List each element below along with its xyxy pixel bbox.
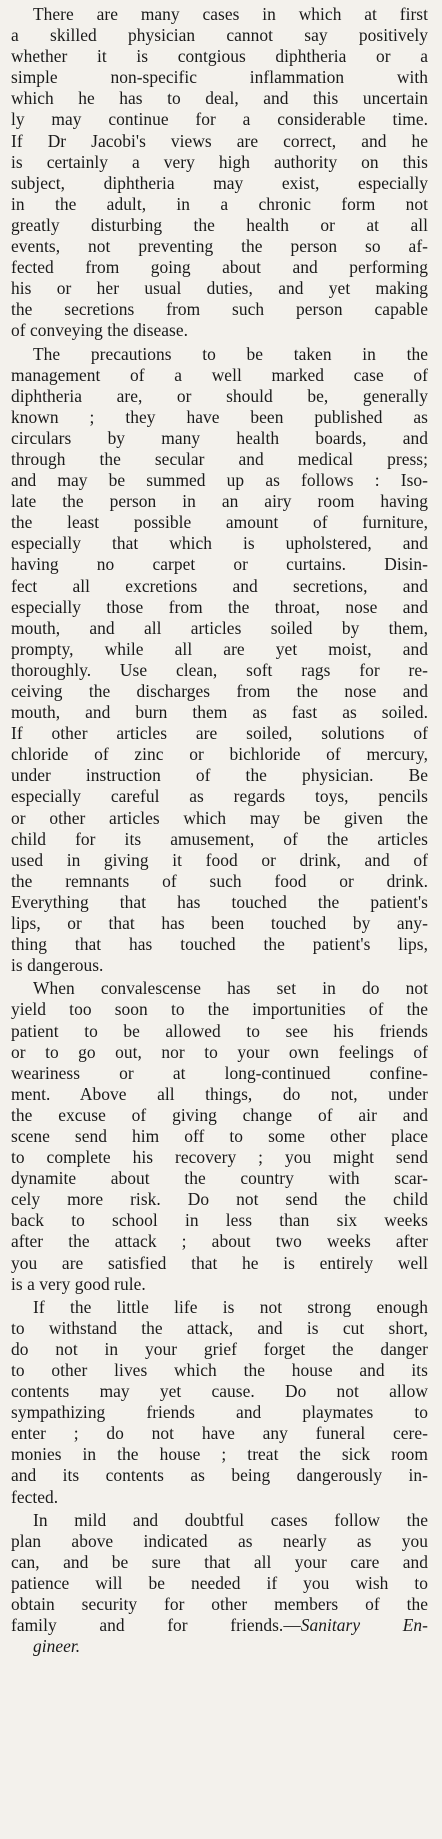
text-line: in the adult, in a chronic form not — [11, 193, 428, 214]
text-line: diphtheria are, or should be, generally — [11, 385, 428, 406]
text-line: fected. — [11, 1486, 59, 1507]
text-line: When convalescense has set in do not — [33, 978, 428, 999]
text-line: ceiving the discharges from the nose and — [11, 681, 428, 701]
text-line: which he has to deal, and this uncertain — [11, 88, 428, 109]
text-line: lips, or that has been touched by any- — [11, 913, 428, 934]
text-line: whether it is contgious diphtheria or a — [11, 46, 428, 67]
article-body — [11, 4, 428, 1657]
paragraph — [11, 344, 428, 977]
text-line: ment. Above all things, do not, under — [11, 1083, 428, 1104]
text-line: or other articles which may be given the — [11, 807, 428, 828]
text-line: can, and be sure that all your care and — [11, 1551, 428, 1572]
text-line: is certainly a very high authority on this — [11, 151, 428, 172]
text-line: thing that has touched the patient's lips, — [11, 934, 428, 955]
text-line: to withstand the attack, and is cut short, — [11, 1317, 428, 1338]
text-line: events, not preventing the person so af- — [11, 236, 428, 257]
text-line: having no carpet or curtains. Disin- — [11, 554, 428, 575]
text-line: and its contents as being dangerously in- — [11, 1465, 428, 1486]
text-line: known ; they have been published as — [11, 406, 428, 427]
text-line: is dangerous. — [11, 955, 104, 976]
text-line: under instruction of the physician. Be — [11, 765, 428, 786]
text-line: the secretions from such person capable — [11, 299, 428, 320]
text-line: There are many cases in which at first — [33, 4, 428, 24]
text-line: dynamite about the country with scar- — [11, 1168, 428, 1189]
text-line: If Dr Jacobi's views are correct, and he — [11, 130, 428, 151]
text-line: contents may yet cause. Do not allow — [11, 1381, 428, 1402]
text-line: especially careful as regards toys, pencils — [11, 786, 428, 807]
text-line: chloride of zinc or bichloride of mercury, — [11, 744, 428, 765]
text-line: weariness or at long-continued confine- — [11, 1062, 428, 1083]
text-line: plan above indicated as nearly as you — [11, 1530, 428, 1551]
text-line: In mild and doubtful cases follow the — [33, 1509, 428, 1530]
text-line: Everything that has touched the patient's — [11, 891, 428, 912]
text-line: prompty, while all are yet moist, and — [11, 638, 428, 659]
text-line: especially those from the throat, nose and — [11, 596, 428, 617]
paragraph — [11, 978, 428, 1294]
text-line: late the person in an airy room having — [11, 491, 428, 512]
paragraph — [11, 1297, 428, 1508]
text-line: cely more risk. Do not send the child — [11, 1189, 428, 1210]
text-line: fected from going about and performing — [11, 257, 428, 278]
text-line: If the little life is not strong enough — [33, 1296, 428, 1317]
text-line: after the attack ; about two weeks after — [11, 1231, 428, 1252]
text-line: patient to be allowed to see his friends — [11, 1020, 428, 1041]
text-line: the least possible amount of furniture, — [11, 512, 428, 533]
signature: Sanitary En- — [300, 1615, 428, 1636]
text-line: subject, diphtheria may exist, especially — [11, 172, 428, 193]
text-line: his or her usual duties, and yet making — [11, 278, 428, 299]
text-line: back to school in less than six weeks — [11, 1210, 428, 1231]
text-line: thoroughly. Use clean, soft rags for re- — [11, 659, 428, 680]
text-line: especially that which is upholstered, and — [11, 533, 428, 554]
text-line: mouth, and all articles soiled by them, — [11, 617, 428, 638]
text-line: obtain security for other members of the — [11, 1594, 428, 1615]
text-line: of conveying the disease. — [11, 320, 189, 341]
text-line: or to go out, nor to your own feelings of — [11, 1041, 428, 1062]
text-line: to complete his recovery ; you might send — [11, 1147, 428, 1168]
text-line: monies in the house ; treat the sick room — [11, 1444, 428, 1465]
signature-continued: gineer. — [33, 1636, 81, 1657]
text-line: through the secular and medical press; — [11, 448, 428, 469]
text-line: do not in your grief forget the danger — [11, 1338, 428, 1359]
text-line: you are satisfied that he is entirely well — [11, 1252, 428, 1273]
text-line: If other articles are soiled, solutions of — [11, 723, 428, 744]
text-line: circulars by many health boards, and — [11, 427, 428, 448]
paragraph — [11, 4, 428, 342]
text-line: fect all excretions and secretions, and — [11, 575, 428, 596]
text-line: child for its amusement, of the articles — [11, 828, 428, 849]
text-line: The precautions to be taken in the — [33, 343, 428, 364]
text-line: mouth, and burn them as fast as soiled. — [11, 702, 428, 723]
text-line: yield too soon to the importunities of the — [11, 999, 428, 1020]
text-line: management of a well marked case of — [11, 364, 428, 385]
text-line: used in giving it food or drink, and of — [11, 849, 428, 870]
text-line: scene send him off to some other place — [11, 1125, 428, 1146]
text-line: to other lives which the house and its — [11, 1360, 428, 1380]
text-line: sympathizing friends and playmates to — [11, 1402, 428, 1423]
paragraph — [11, 1510, 428, 1658]
text-line: and may be summed up as follows : Iso- — [11, 470, 428, 491]
text-line: greatly disturbing the health or at all — [11, 214, 428, 235]
text-line: the excuse of giving change of air and — [11, 1104, 428, 1125]
text-line: enter ; do not have any funeral cere- — [11, 1423, 428, 1444]
text-line: a skilled physician cannot say positively — [11, 25, 428, 46]
text-line: the remnants of such food or drink. — [11, 870, 428, 891]
text-line: patience will be needed if you wish to — [11, 1572, 428, 1593]
text-line: family and for friends.—Sanitary En- — [11, 1615, 428, 1636]
text-line: is a very good rule. — [11, 1273, 146, 1294]
text-line: ly may continue for a considerable time. — [11, 109, 428, 130]
text-line: simple non-specific inflammation with — [11, 67, 428, 88]
